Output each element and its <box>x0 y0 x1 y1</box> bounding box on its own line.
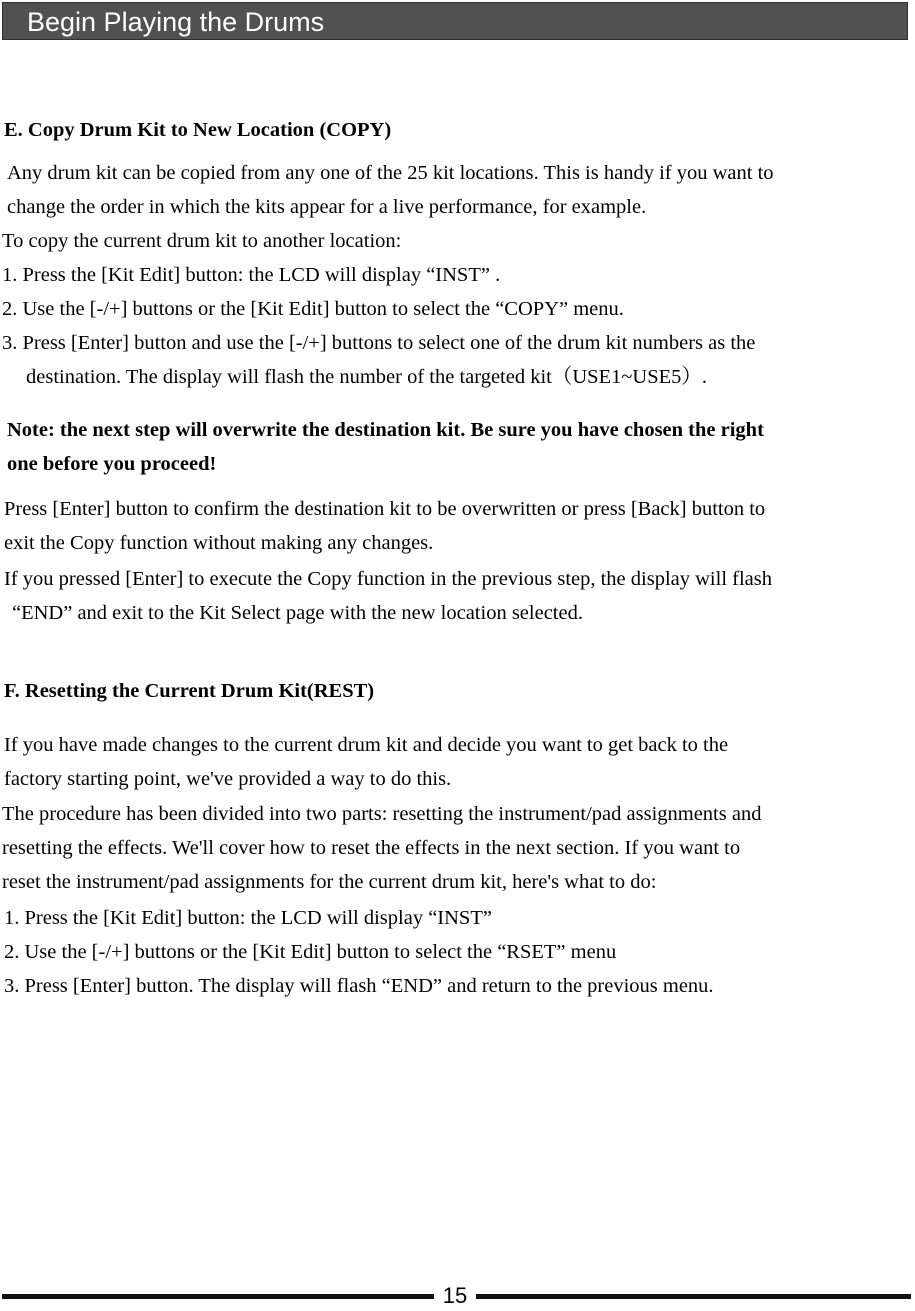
copy-step-1: 1. Press the [Kit Edit] button: the LCD will display “INST” . <box>2 264 501 286</box>
reset-intro <box>4 728 728 796</box>
copy-intro: To copy the current drum kit to another location: <box>2 230 402 252</box>
copy-confirm-line: exit the Copy function without making any changes. <box>4 532 434 554</box>
copy-steps-list <box>2 258 755 394</box>
copy-paragraph <box>7 156 774 224</box>
reset-procedure-line: resetting the effects. We'll cover how to reset the effects in the next section. If you want to <box>2 837 741 859</box>
section-heading-copy: E. Copy Drum Kit to New Location (COPY) <box>4 119 392 141</box>
copy-result-line: If you pressed [Enter] to execute the Copy function in the previous step, the display will flash <box>4 568 772 590</box>
copy-paragraph-line: Any drum kit can be copied from any one of the 25 kit locations. This is handy if you want to <box>7 162 774 184</box>
reset-procedure-line: The procedure has been divided into two parts: resetting the instrument/pad assignments and <box>2 803 762 825</box>
reset-steps-list <box>4 901 714 1003</box>
footer-divider-left <box>2 1294 434 1299</box>
copy-confirm-paragraph <box>4 492 765 560</box>
reset-procedure <box>2 797 761 899</box>
reset-intro-line: If you have made changes to the current drum kit and decide you want to get back to the <box>4 734 729 756</box>
section-heading-reset: F. Resetting the Current Drum Kit(REST) <box>4 680 375 702</box>
copy-step-3: 3. Press [Enter] button and use the [-/+] buttons to select one of the drum kit numbers as the <box>2 332 756 354</box>
footer-divider-right <box>476 1294 911 1299</box>
reset-step-2: 2. Use the [-/+] buttons or the [Kit Edit] button to select the “RSET” menu <box>4 941 617 963</box>
copy-paragraph-line: change the order in which the kits appear for a live performance, for example. <box>7 196 647 218</box>
copy-confirm-line: Press [Enter] button to confirm the destination kit to be overwritten or press [Back] button to <box>4 498 766 520</box>
copy-result-line: “END” and exit to the Kit Select page with the new location selected. <box>12 602 583 624</box>
copy-note-line: Note: the next step will overwrite the destination kit. Be sure you have chosen the right <box>7 419 764 441</box>
reset-intro-line: factory starting point, we've provided a way to do this. <box>4 768 452 790</box>
copy-note <box>7 413 764 481</box>
reset-step-1: 1. Press the [Kit Edit] button: the LCD will display “INST” <box>4 907 492 929</box>
reset-procedure-line: reset the instrument/pad assignments for the current drum kit, here's what to do: <box>2 871 657 893</box>
header-bar <box>2 2 908 40</box>
copy-note-line: one before you proceed! <box>7 453 217 475</box>
copy-step-2: 2. Use the [-/+] buttons or the [Kit Edit] button to select the “COPY” menu. <box>2 298 624 320</box>
page-header-title: Begin Playing the Drums <box>27 7 325 37</box>
copy-step-3-continued: destination. The display will flash the number of the targeted kit（USE1~USE5）. <box>26 366 708 388</box>
copy-result-paragraph <box>4 562 772 630</box>
reset-step-3: 3. Press [Enter] button. The display will flash “END” and return to the previous menu. <box>4 975 714 997</box>
page-number: 15 <box>442 1283 468 1308</box>
